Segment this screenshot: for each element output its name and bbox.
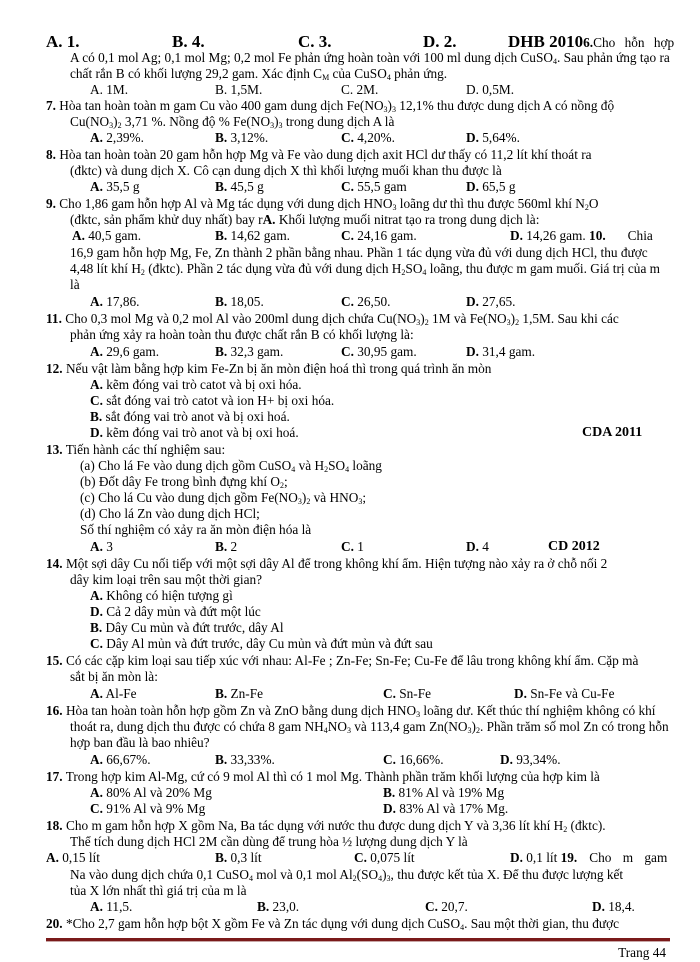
answer-a: A. 1.: [46, 32, 80, 51]
q14-option-c: C. Dây Al mủn và đứt trước, dây Cu mủn và đứt mủn và đứt sau: [90, 636, 433, 651]
q7-option-c: C. 4,20%.: [341, 130, 395, 145]
q14-option-a: A. Không có hiện tượng gì: [90, 588, 233, 603]
q15-option-a: A. Al-Fe: [90, 686, 137, 701]
q6-line1: A có 0,1 mol Ag; 0,1 mol Mg; 0,2 mol Fe phản ứng hoàn toàn với 100 ml dung dịch CuSO$_4$. Sau phản ứng tạo ra: [70, 50, 670, 66]
q13-item-c: (c) Cho lá Cu vào dung dịch gồm $Fe(NO_3)_2$ và $HNO_3$;: [80, 490, 367, 506]
page-number: Trang 44: [618, 945, 666, 960]
q19-line1: Na vào dung dịch chứa 0,1 CuSO$_4$ mol và 0,1 mol $Al_2(SO_4)_3$, thu được kết tủa X. Để thu được lượng kết: [70, 867, 624, 883]
q9-line1: 9. Cho 1,86 gam hỗn hợp Al và Mg tác dụng với dung dịch $HNO_3$ loãng dư thì thu được 560ml khí $N_2O$: [46, 196, 599, 212]
q19-line2: tủa X lớn nhất thì giá trị của m là: [70, 883, 247, 898]
q17-option-d: D. 83% Al và 17% Mg.: [383, 801, 509, 816]
q6-line2: chất rắn B có khối lượng 29,2 gam. Xác định $C_M$ của CuSO$_4$ phản ứng.: [70, 66, 448, 82]
q12-option-b: B. sắt đóng vai trò anot và bị oxi hoá.: [90, 409, 290, 424]
q19-option-b: B. 23,0.: [257, 899, 300, 914]
q11-line1: 11. Cho 0,3 mol Mg và 0,2 mol Al vào 200ml dung dịch chứa $Cu(NO_3)_2$ 1M và $Fe(NO_3)_2$ 1,5M. Sau khi các: [46, 311, 619, 327]
q15-line1: 15. Có các cặp kim loại sau tiếp xúc với nhau: Al-Fe ; Zn-Fe; Sn-Fe; Cu-Fe để lâu trong không khí ẩm. Cặp mà: [46, 653, 639, 668]
q10-option-d: D. 27,65.: [466, 294, 516, 309]
footer-rule: [46, 938, 670, 942]
q18-option-c: C. 0,075 lít: [354, 850, 415, 865]
q13-line2: Số thí nghiệm có xảy ra ăn mòn điện hóa là: [80, 522, 312, 537]
q17-line1: 17. Trong hợp kim Al-Mg, cứ có 9 mol Al thì có 1 mol Mg. Thành phần trăm khối lượng của hợp kim là: [46, 769, 600, 784]
q7-option-a: A. 2,39%.: [90, 130, 144, 145]
q13-line1: 13. Tiến hành các thí nghiệm sau:: [46, 442, 226, 457]
q11-option-a: A. 29,6 gam.: [90, 344, 160, 359]
q12-option-c: C. sắt đóng vai trò catot và ion H+ bị oxi hóa.: [90, 393, 335, 408]
q10-line3: là: [70, 277, 80, 292]
q10-line1: 16,9 gam hỗn hợp Mg, Fe, Zn thành 2 phần bằng nhau. Phần 1 tác dụng vừa đủ với dung dịch HCl, thu được: [70, 245, 648, 260]
q18-line2: Thể tích dung dịch HCl 2M cần dùng để trung hòa ½ lượng dung dịch Y là: [70, 834, 468, 849]
q17-option-b: B. 81% Al và 19% Mg: [383, 785, 505, 800]
q9-option-a: A. 40,5 gam.: [72, 228, 142, 243]
q9-option-b: B. 14,62 gam.: [215, 228, 290, 243]
q12-option-a: A. kẽm đóng vai trò catot và bị oxi hóa.: [90, 377, 302, 392]
q10-option-b: B. 18,05.: [215, 294, 264, 309]
q8-option-d: D. 65,5 g: [466, 179, 516, 194]
q12-option-d: D. kẽm đóng vai trò anot và bị oxi hoá.: [90, 425, 299, 440]
q8-line2: (đktc) và dung dịch X. Cô cạn dung dịch X thì khối lượng muối khan thu được là: [70, 163, 502, 178]
answer-c: C. 3.: [298, 32, 332, 51]
q8-option-c: C. 55,5 gam: [341, 179, 407, 194]
q10-option-a: A. 17,86.: [90, 294, 140, 309]
q17-option-a: A. 80% Al và 20% Mg: [90, 785, 212, 800]
q16-line2: thoát ra, dung dịch thu được có chứa 8 gam $NH_4NO_3$ và 113,4 gam $Zn(NO_3)_2$. Phần trăm số mol Zn có trong hỗn: [70, 719, 669, 735]
q6-option-c: C. 2M.: [341, 82, 379, 97]
q8-line1: 8. Hòa tan hoàn toàn 20 gam hỗn hợp Mg và Fe vào dung dịch axit HCl dư thấy có 11,2 lít khí thoát ra: [46, 147, 592, 162]
q20-line1: 20. *Cho 2,7 gam hỗn hợp bột X gồm Fe và Zn tác dụng với dung dịch CuSO$_4$. Sau một thời gian, thu được: [46, 916, 620, 932]
q10-option-c: C. 26,50.: [341, 294, 391, 309]
q14-option-b: B. Dây Cu mủn và đứt trước, dây Al: [90, 620, 284, 635]
q15-option-d: D. Sn-Fe và Cu-Fe: [514, 686, 615, 701]
q13-option-b: B. 2: [215, 539, 238, 554]
q13-item-d: (d) Cho lá Zn vào dung dịch HCl;: [80, 506, 260, 521]
q9-option-d: D. 14,26 gam. 10. Chia: [510, 228, 653, 243]
q11-option-b: B. 32,3 gam.: [215, 344, 284, 359]
q16-option-a: A. 66,67%.: [90, 752, 151, 767]
q18-option-d: D. 0,1 lít 19. Cho m gam: [510, 850, 668, 865]
q19-option-c: C. 20,7.: [425, 899, 468, 914]
q14-line2: dây kim loại trên sau một thời gian?: [70, 572, 263, 587]
q17-option-c: C. 91% Al và 9% Mg: [90, 801, 206, 816]
q15-option-c: C. Sn-Fe: [383, 686, 432, 701]
q6-option-b: B. 1,5M.: [215, 82, 263, 97]
answer-b: B. 4.: [172, 32, 205, 51]
q8-option-a: A. 35,5 g: [90, 179, 140, 194]
q13-option-a: A. 3: [90, 539, 113, 554]
q12-line1: 12. Nếu vật làm bằng hợp kim Fe-Zn bị ăn mòn điện hoá thì trong quá trình ăn mòn: [46, 361, 492, 376]
source-tag: DHB 20106.Cho hỗn hợp: [508, 32, 675, 51]
q6-option-a: A. 1M.: [90, 82, 129, 97]
q13-item-b: (b) Đốt dây Fe trong bình đựng khí $O_2$;: [80, 474, 288, 490]
q16-option-c: C. 16,66%.: [383, 752, 444, 767]
q7-option-d: D. 5,64%.: [466, 130, 520, 145]
q18-option-a: A. 0,15 lít: [46, 850, 100, 865]
q13-option-c: C. 1: [341, 539, 364, 554]
q11-line2: phản ứng xảy ra hoàn toàn thu được chất rắn B có khối lượng là:: [70, 327, 414, 342]
q13-option-d: D. 4: [466, 539, 489, 554]
q16-option-b: B. 33,33%.: [215, 752, 275, 767]
q6-option-d: D. 0,5M.: [466, 82, 515, 97]
q16-line3: hợp ban đầu là bao nhiêu?: [70, 735, 210, 750]
q19-option-d: D. 18,4.: [592, 899, 635, 914]
q16-option-d: D. 93,34%.: [500, 752, 561, 767]
q9-option-c: C. 24,16 gam.: [341, 228, 417, 243]
q15-option-b: B. Zn-Fe: [215, 686, 264, 701]
q8-option-b: B. 45,5 g: [215, 179, 264, 194]
source-tag-cd-2012: CD 2012: [548, 539, 600, 554]
q7-line2: $Cu(NO_3)_2$ 3,71 %. Nồng độ % $Fe(NO_3)_3$ trong dung dịch A là: [70, 114, 395, 130]
q18-line1: 18. Cho m gam hỗn hợp X gồm Na, Ba tác dụng với nước thu được dung dịch Y và 3,36 lít khí $H_2$ (đktc).: [46, 818, 606, 834]
q14-line1: 14. Một sợi dây Cu nối tiếp với một sợi dây Al để trong không khí ẩm. Hiện tượng nào xảy ra ở chỗ nối 2: [46, 556, 608, 571]
q11-option-d: D. 31,4 gam.: [466, 344, 536, 359]
q14-option-d: D. Cả 2 dây mủn và đứt một lúc: [90, 604, 261, 619]
answer-d: D. 2.: [423, 32, 457, 51]
q15-line2: sắt bị ăn mòn là:: [70, 669, 158, 684]
q11-option-c: C. 30,95 gam.: [341, 344, 417, 359]
q13-item-a: (a) Cho lá Fe vào dung dịch gồm CuSO$_4$ và $H_2SO_4$ loãng: [80, 458, 382, 474]
source-tag-cda-2011: CDA 2011: [582, 425, 643, 440]
q19-option-a: A. 11,5.: [90, 899, 133, 914]
q9-line2: (đktc, sản phẩm khử duy nhất) bay rA. Khối lượng muối nitrat tạo ra trong dung dịch là:: [70, 212, 540, 227]
q16-line1: 16. Hòa tan hoàn toàn hỗn hợp gồm Zn và ZnO bằng dung dịch $HNO_3$ loãng dư. Kết thúc thí nghiệm không có khí: [46, 703, 656, 719]
q10-line2: 4,48 lít khí $H_2$ (đktc). Phần 2 tác dụng vừa đủ với dung dịch $H_2SO_4$ loãng, thu được m gam muối. Giá trị của m: [70, 261, 661, 277]
q7-option-b: B. 3,12%.: [215, 130, 269, 145]
q18-option-b: B. 0,3 lít: [215, 850, 262, 865]
q7-line1: 7. Hòa tan hoàn toàn m gam Cu vào 400 gam dung dịch $Fe(NO_3)_3$ 12,1% thu được dung dịch A có nồng độ: [46, 98, 615, 114]
